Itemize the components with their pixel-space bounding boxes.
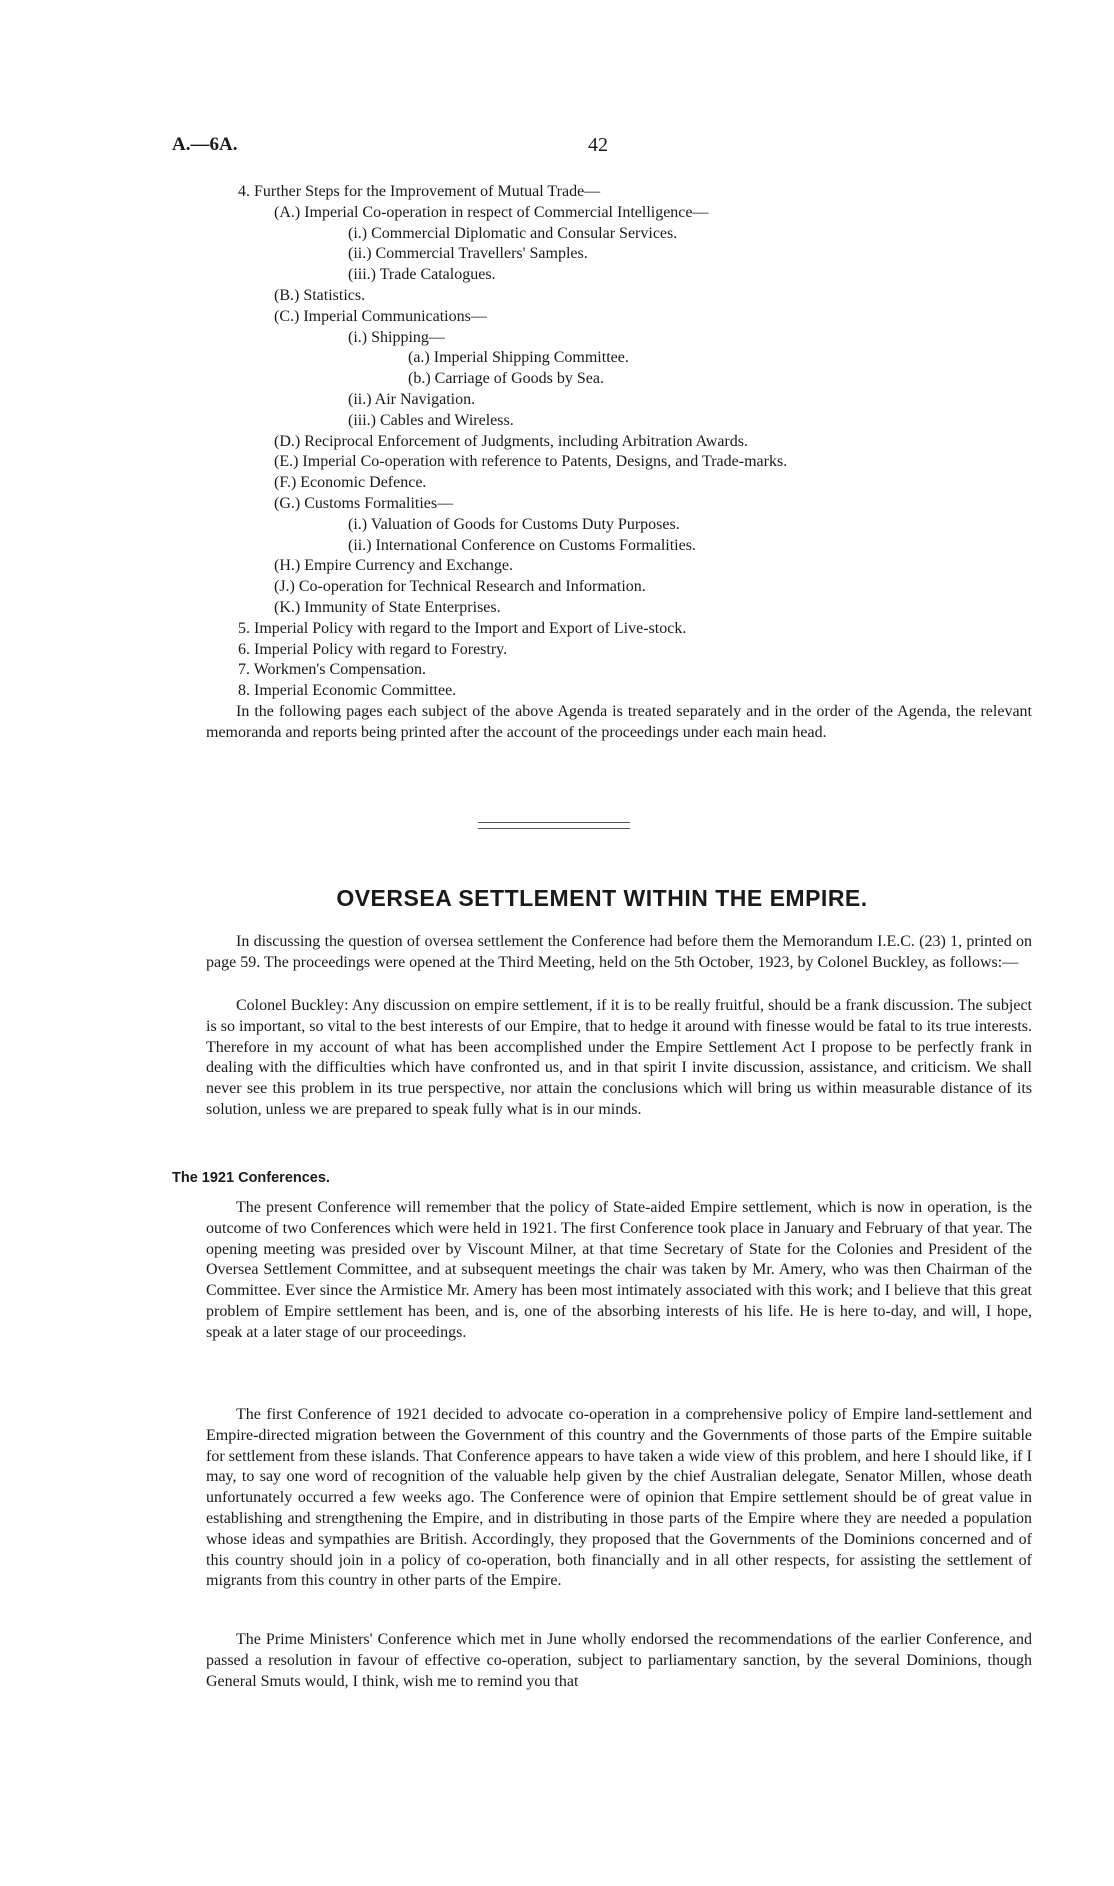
agenda-item: (a.) Imperial Shipping Committee. bbox=[408, 349, 629, 367]
agenda-item: 8. Imperial Economic Committee. bbox=[238, 682, 457, 700]
agenda-item: (i.) Commercial Diplomatic and Consular Services. bbox=[348, 224, 678, 242]
agenda-item: (E.) Imperial Co-operation with reference to Patents, Designs, and Trade-marks. bbox=[274, 453, 788, 471]
paragraph-2: The first Conference of 1921 decided to advocate co-operation in a comprehensive policy of Empire land-settlement and Empire-directed migration between the Government of this country and the Governments of those parts of the Empire suitable for settlement from these islands. That Conference appears to have taken a wide view of this problem, and here I should like, if I may, to say one word of recognition of the valuable help given by the chief Australian delegate, Senator Millen, whose death unfortunately occurred a few weeks ago. The Conference were of opinion that Empire settlement should be of great value in establishing and strengthening the Empire, and in distributing in those parts of the Empire where they are needed a population whose ideas and sympathies are British. Accordingly, they proposed that the Governments of the Dominions concerned and of this country should join in a policy of co-operation, both financially and in all other respects, for assisting the settlement of migrants from this country in other parts of the Empire. bbox=[206, 1406, 1032, 1590]
agenda-item: 5. Imperial Policy with regard to the Import and Export of Live-stock. bbox=[238, 619, 687, 637]
agenda-item: (ii.) International Conference on Customs Formalities. bbox=[348, 536, 696, 554]
section-title: OVERSEA SETTLEMENT WITHIN THE EMPIRE. bbox=[336, 885, 868, 911]
page-number: 42 bbox=[588, 134, 608, 156]
agenda-item: (G.) Customs Formalities— bbox=[274, 494, 454, 512]
agenda-item: (i.) Shipping— bbox=[348, 328, 445, 346]
agenda-item: (ii.) Commercial Travellers' Samples. bbox=[348, 245, 588, 263]
agenda-item: (ii.) Air Navigation. bbox=[348, 390, 476, 408]
agenda-item: (J.) Co-operation for Technical Research and Information. bbox=[274, 578, 646, 596]
agenda-item: (D.) Reciprocal Enforcement of Judgments, including Arbitration Awards. bbox=[274, 432, 748, 450]
paragraph-3: The Prime Ministers' Conference which met in June wholly endorsed the recommendations of the earlier Conference, and passed a resolution in favour of effective co-operation, subject to parliamentary sanction, by the several Dominions, though General Smuts would, I think, wish me to remind you that bbox=[206, 1631, 1032, 1690]
agenda-item: (C.) Imperial Communications— bbox=[274, 307, 487, 325]
paragraph-1: The present Conference will remember that the policy of State-aided Empire settlement, which is now in operation, is the outcome of two Conferences which were held in 1921. The first Conference took place in January and February of that year. The opening meeting was presided over by Viscount Milner, at that time Secretary of State for the Colonies and President of the Oversea Settlement Committee, and at subsequent meetings the chair was taken by Mr. Amery, who was then Chairman of the Committee. Ever since the Armistice Mr. Amery has been most intimately associated with this work; and I believe that this great problem of Empire settlement has been, and is, one of the absorbing interests of his life. He is here to-day, and will, I hope, speak at a later stage of our proceedings. bbox=[206, 1199, 1032, 1341]
section-divider bbox=[478, 822, 630, 829]
agenda-item: 7. Workmen's Compensation. bbox=[238, 661, 426, 679]
agenda-item: (b.) Carriage of Goods by Sea. bbox=[408, 370, 604, 388]
agenda-item: (F.) Economic Defence. bbox=[274, 474, 427, 492]
agenda-item: (B.) Statistics. bbox=[274, 286, 366, 304]
subheading: The 1921 Conferences. bbox=[172, 1170, 330, 1186]
buckley-paragraph: Colonel Buckley: Any discussion on empire settlement, if it is to be really fruitful, should be a frank discussion. The subject is so important, so vital to the best interests of our Empire, that to hedge it around with finesse would be fatal to its true interests. Therefore in my account of what has been accomplished under the Empire Settlement Act I propose to be perfectly frank in dealing with the difficulties which have confronted us, and in that spirit I invite discussion, assistance, and criticism. We shall never see this problem in its true perspective, nor attain the conclusions which will bring us within measurable distance of its solution, unless we are prepared to speak fully what is in our minds. bbox=[206, 997, 1032, 1118]
agenda-item: (iii.) Cables and Wireless. bbox=[348, 411, 514, 429]
agenda-item: (iii.) Trade Catalogues. bbox=[348, 266, 496, 284]
agenda-item: (A.) Imperial Co-operation in respect of Commercial Intelligence— bbox=[274, 203, 709, 221]
agenda-item: (i.) Valuation of Goods for Customs Duty Purposes. bbox=[348, 515, 680, 533]
document-reference: A.—6A. bbox=[172, 134, 238, 155]
agenda-item: 6. Imperial Policy with regard to Forestry. bbox=[238, 640, 508, 658]
agenda-item: 4. Further Steps for the Improvement of Mutual Trade— bbox=[238, 183, 601, 200]
agenda-list bbox=[228, 182, 1048, 702]
agenda-item: (K.) Immunity of State Enterprises. bbox=[274, 598, 501, 616]
agenda-item: (H.) Empire Currency and Exchange. bbox=[274, 557, 514, 575]
agenda-note: In the following pages each subject of the above Agenda is treated separately and in the order of the Agenda, the relevant memoranda and reports being printed after the account of the proceedings under each main head. bbox=[206, 703, 1032, 741]
page-header bbox=[172, 134, 1032, 164]
intro-paragraph: In discussing the question of oversea settlement the Conference had before them the Memorandum I.E.C. (23) 1, printed on page 59. The proceedings were opened at the Third Meeting, held on the 5th October, 1923, by Colonel Buckley, as follows:— bbox=[206, 933, 1032, 971]
